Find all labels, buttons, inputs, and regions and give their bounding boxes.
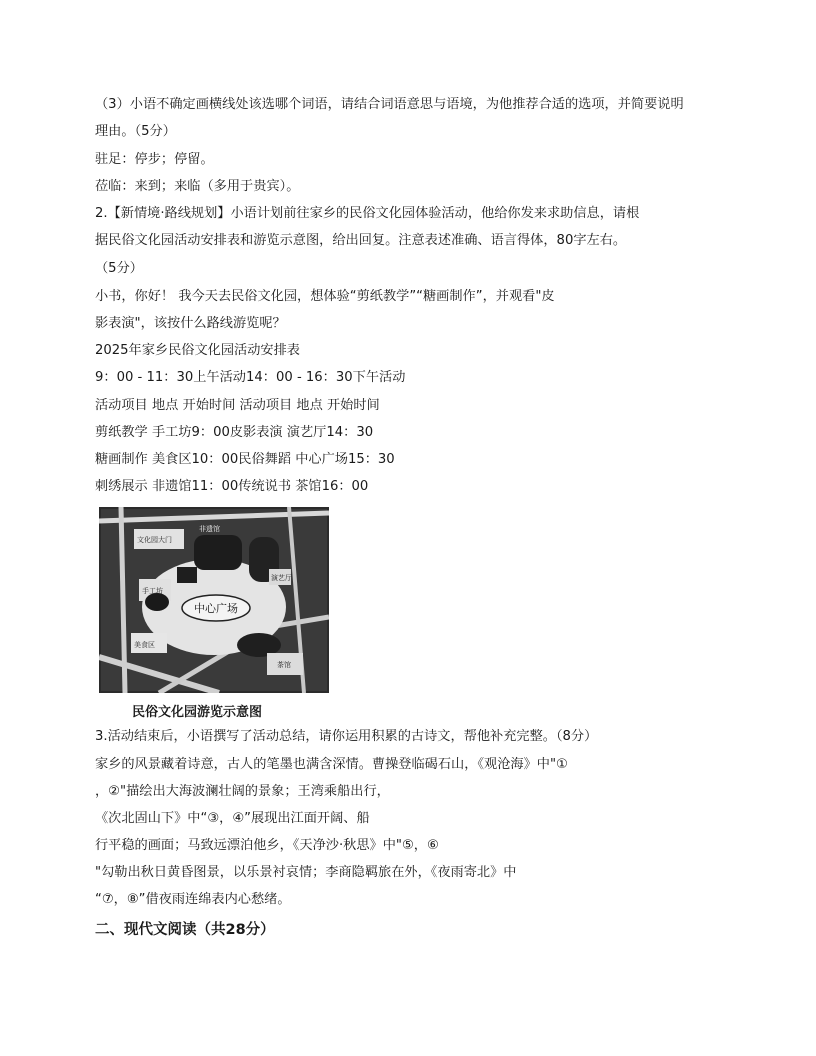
map-label-top-left: 文化园大门 [137,536,172,544]
schedule-row-3: 剪纸教学 手工坊9：00皮影表演 演艺厅14：30 [95,425,374,440]
q3b-line-5: 行平稳的画面；马致远漂泊他乡，《天净沙·秋思》中"⑤，⑥ [95,838,439,853]
q3-line-2: 理由。（5分） [95,124,176,139]
section-heading: 二、现代文阅读（共28分） [95,922,275,938]
map-label-left: 手工坊 [142,587,163,595]
map-label-right: 演艺厅 [271,574,292,582]
q2-score: （5分） [95,261,143,276]
definition-zhuzu: 驻足：停步；停留。 [95,152,214,167]
q2-line-1: 2.【新情境·路线规划】小语计划前往家乡的民俗文化园体验活动，他给你发来求助信息，请根 [95,206,640,221]
map-label-top-mid: 非遗馆 [199,525,220,533]
map-caption: 民俗文化园游览示意图 [132,705,263,720]
q3b-line-1: 3.活动结束后，小语撰写了活动总结，请你运用积累的古诗文，帮他补充完整。（8分） [95,729,598,744]
q3b-line-4: 《次北固山下》中“③，④”展现出江面开阔、船 [95,811,370,826]
q3b-line-3: ，②"描绘出大海波澜壮阔的景象；王湾乘船出行， [95,784,390,799]
schedule-row-4: 糖画制作 美食区10：00民俗舞蹈 中心广场15：30 [95,452,395,467]
q3-line-1: （3）小语不确定画横线处该选哪个词语，请结合词语意思与语境，为他推荐合适的选项，并简要说明 [95,97,684,112]
schedule-title: 2025年家乡民俗文化园活动安排表 [95,343,300,358]
q3b-line-6: "勾勒出秋日黄昏图景，以乐景衬哀情；李商隐羁旅在外，《夜雨寄北》中 [95,865,517,880]
map-label-bottom-right: 茶馆 [277,661,291,669]
message-line-2: 影表演"，该按什么路线游览呢？ [95,316,286,331]
map-label-bottom-left: 美食区 [134,641,155,649]
definition-lilin: 莅临：来到；来临（多用于贵宾）。 [95,179,300,194]
q3b-line-2: 家乡的风景藏着诗意，古人的笔墨也满含深情。曹操登临碣石山，《观沧海》中"① [95,757,568,772]
map-label-center: 中心广场 [194,602,238,615]
schedule-row-5: 刺绣展示 非遗馆11：00传统说书 茶馆16：00 [95,479,369,494]
message-line-1: 小书，你好！ 我今天去民俗文化园，想体验“剪纸教学”“糖画制作”，并观看"皮 [95,289,555,304]
park-map [99,507,329,693]
schedule-row-1: 9：00 - 11：30上午活动14：00 - 16：30下午活动 [95,370,406,385]
q3b-line-7: “⑦，⑧”借夜雨连绵表内心愁绪。 [95,892,291,907]
q2-line-2: 据民俗文化园活动安排表和游览示意图，给出回复。注意表述准确、语言得体，80字左右。 [95,233,627,248]
schedule-row-2: 活动项目 地点 开始时间 活动项目 地点 开始时间 [95,398,380,413]
